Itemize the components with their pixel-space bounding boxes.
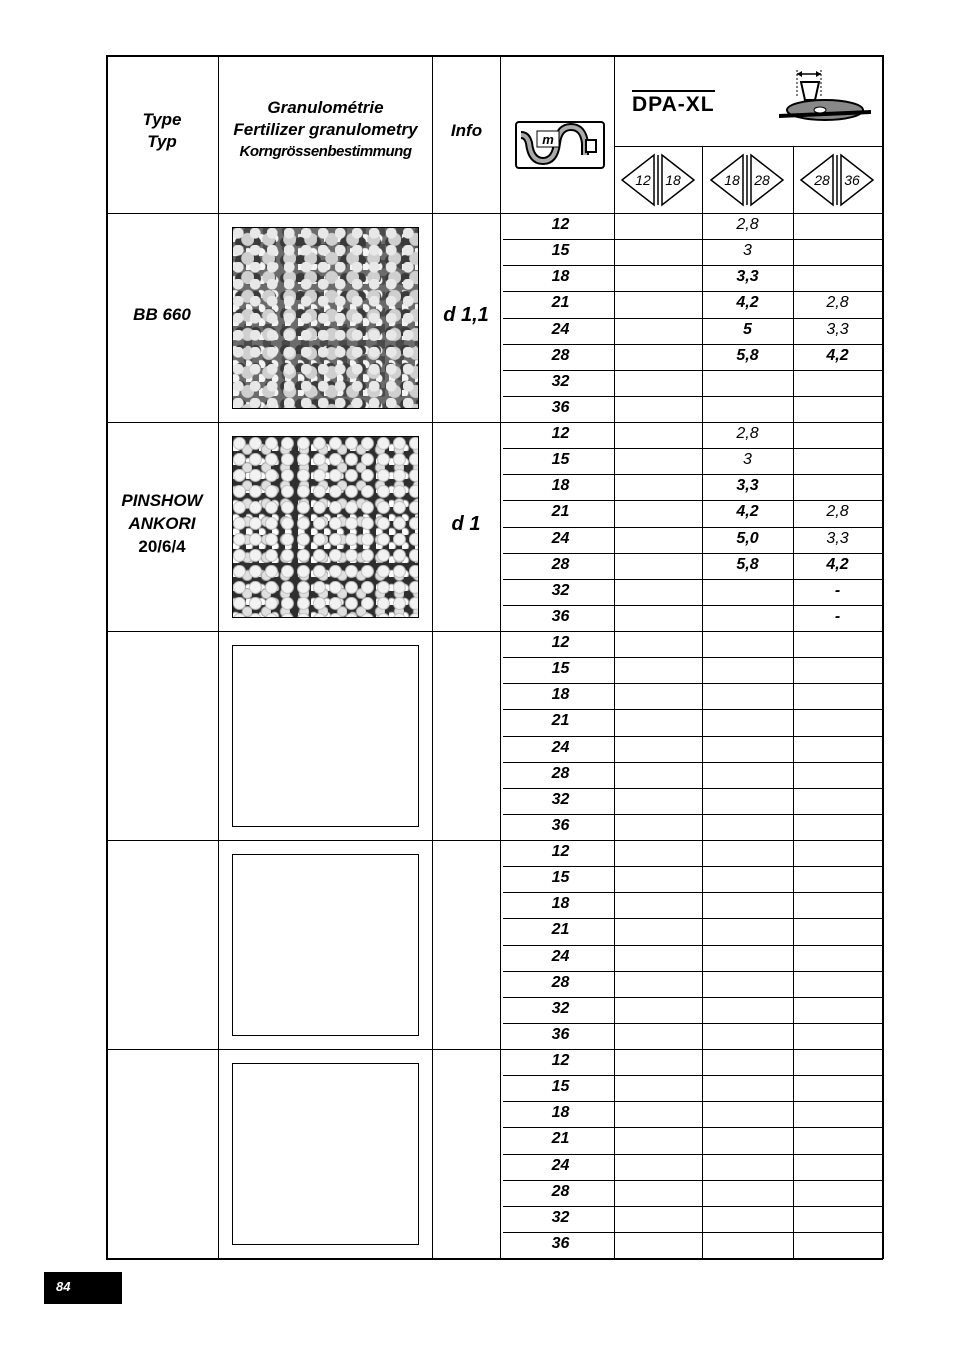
row-divider	[503, 370, 882, 371]
spreader-disc-icon	[775, 66, 875, 130]
working-width: 24	[551, 530, 570, 547]
block-separator	[106, 1049, 882, 1050]
setting-value: 4,2	[736, 294, 759, 311]
row-divider	[503, 1023, 882, 1024]
row-divider	[503, 1075, 882, 1076]
working-width: 12	[551, 216, 570, 233]
row-divider	[503, 448, 882, 449]
vane-3-a: 28	[814, 172, 830, 188]
column-divider	[500, 55, 501, 1258]
row-divider	[503, 657, 882, 658]
header-gran-fr: Granulométrie	[267, 98, 384, 117]
working-width: 18	[551, 686, 570, 703]
working-width: 15	[551, 1078, 570, 1095]
setting-value: 3,3	[736, 477, 759, 494]
working-width: 32	[551, 1209, 570, 1226]
setting-value: 4,2	[826, 347, 849, 364]
working-width: 32	[551, 791, 570, 808]
vane-badge-12-18	[620, 153, 696, 207]
working-width: 24	[551, 1157, 570, 1174]
row-divider	[503, 971, 882, 972]
setting-value: 2,8	[736, 216, 759, 233]
granules-photo-pinshow	[232, 436, 419, 618]
setting-value: 3	[743, 451, 752, 468]
working-width: 28	[551, 347, 570, 364]
working-width: 28	[551, 974, 570, 991]
header-info: Info	[450, 121, 483, 140]
header-granulometry-cell	[219, 97, 432, 163]
working-width-icon	[515, 121, 605, 169]
setting-value: 2,8	[826, 294, 849, 311]
setting-value: 2,8	[826, 503, 849, 520]
row-divider	[503, 291, 882, 292]
granules-photo-bb660	[232, 227, 419, 409]
product-info: d 1	[451, 512, 481, 535]
row-divider	[503, 814, 882, 815]
header-type-fr: Type	[142, 110, 182, 129]
product-type-line: 20/6/4	[138, 537, 186, 556]
working-width: 18	[551, 1104, 570, 1121]
setting-value: 5	[743, 321, 752, 338]
working-width: 15	[551, 869, 570, 886]
column-divider	[793, 146, 794, 1258]
column-divider	[702, 146, 703, 1258]
working-width: 32	[551, 582, 570, 599]
icon-m: m	[542, 132, 554, 147]
row-divider	[503, 239, 882, 240]
row-divider	[503, 788, 882, 789]
working-width: 18	[551, 895, 570, 912]
setting-value: 5,8	[736, 556, 759, 573]
working-width: 36	[551, 608, 570, 625]
header-gran-en: Fertilizer granulometry	[233, 120, 418, 139]
working-width: 21	[551, 294, 570, 311]
row-divider	[503, 396, 882, 397]
working-width: 36	[551, 817, 570, 834]
header-bottom-line	[106, 213, 882, 214]
working-width: 21	[551, 712, 570, 729]
setting-value: 2,8	[736, 425, 759, 442]
row-divider	[503, 605, 882, 606]
working-width: 32	[551, 373, 570, 390]
working-width: 36	[551, 399, 570, 416]
setting-value: 5,0	[736, 530, 759, 547]
setting-value: 3,3	[736, 268, 759, 285]
working-width: 12	[551, 843, 570, 860]
row-divider	[503, 762, 882, 763]
header-type-cell	[106, 109, 218, 153]
row-divider	[503, 579, 882, 580]
row-divider	[503, 474, 882, 475]
table-border-left	[106, 55, 108, 1258]
vane-2-b: 28	[754, 172, 770, 188]
row-divider	[503, 265, 882, 266]
working-width: 12	[551, 634, 570, 651]
table-border-top	[106, 55, 883, 57]
working-width: 36	[551, 1026, 570, 1043]
working-width: 18	[551, 268, 570, 285]
working-width: 15	[551, 660, 570, 677]
page-number: 84	[56, 1279, 71, 1294]
product-info: d 1,1	[443, 303, 489, 326]
working-width: 32	[551, 1000, 570, 1017]
setting-value: 3,3	[826, 530, 849, 547]
header-type-de: Typ	[147, 132, 177, 151]
row-divider	[503, 553, 882, 554]
vane-2-a: 18	[724, 172, 740, 188]
setting-value: 4,2	[736, 503, 759, 520]
working-width: 12	[551, 1052, 570, 1069]
block-separator	[106, 840, 882, 841]
working-width: 18	[551, 477, 570, 494]
working-width: 24	[551, 948, 570, 965]
product-type	[106, 303, 218, 326]
row-divider	[503, 1101, 882, 1102]
row-divider	[503, 709, 882, 710]
row-divider	[503, 918, 882, 919]
product-type-line: ANKORI	[128, 514, 196, 533]
working-width: 36	[551, 1235, 570, 1252]
row-divider	[503, 500, 882, 501]
row-divider	[503, 736, 882, 737]
row-divider	[503, 866, 882, 867]
working-width: 21	[551, 1130, 570, 1147]
row-divider	[503, 892, 882, 893]
block-separator	[106, 422, 882, 423]
working-width: 28	[551, 765, 570, 782]
working-width: 28	[551, 1183, 570, 1200]
table-border-bottom	[106, 1258, 883, 1260]
header-gran-de: Korngrössenbestimmung	[239, 143, 412, 160]
granule-photo-placeholder	[232, 854, 419, 1036]
setting-value: -	[834, 608, 841, 625]
row-divider	[503, 997, 882, 998]
row-divider	[503, 1154, 882, 1155]
setting-value: -	[834, 582, 841, 599]
working-width: 28	[551, 556, 570, 573]
vane-1-b: 18	[665, 172, 681, 188]
setting-value: 3	[743, 242, 752, 259]
row-divider	[503, 1127, 882, 1128]
table-border-right	[882, 55, 884, 1259]
product-type-line: PINSHOW	[121, 491, 203, 510]
working-width: 12	[551, 425, 570, 442]
header-divider	[614, 146, 882, 147]
product-type	[106, 489, 218, 558]
column-divider	[432, 55, 433, 1258]
vane-1-a: 12	[635, 172, 651, 188]
product-type-line: BB 660	[133, 305, 191, 324]
working-width: 21	[551, 503, 570, 520]
row-divider	[503, 945, 882, 946]
setting-value: 5,8	[736, 347, 759, 364]
vane-badge-18-28	[709, 153, 785, 207]
row-divider	[503, 683, 882, 684]
row-divider	[503, 344, 882, 345]
granule-photo-placeholder	[232, 645, 419, 827]
setting-value: 4,2	[826, 556, 849, 573]
granule-photo-placeholder	[232, 1063, 419, 1245]
working-width: 21	[551, 921, 570, 938]
working-width: 24	[551, 321, 570, 338]
row-divider	[503, 527, 882, 528]
vane-3-b: 36	[844, 172, 860, 188]
machine-label: DPA-XL	[632, 90, 715, 117]
row-divider	[503, 1206, 882, 1207]
block-separator	[106, 631, 882, 632]
working-width: 15	[551, 451, 570, 468]
working-width: 15	[551, 242, 570, 259]
column-divider	[218, 55, 219, 1258]
vane-badge-28-36	[799, 153, 875, 207]
row-divider	[503, 318, 882, 319]
row-divider	[503, 1232, 882, 1233]
setting-value: 3,3	[826, 321, 849, 338]
row-divider	[503, 1180, 882, 1181]
working-width: 24	[551, 739, 570, 756]
